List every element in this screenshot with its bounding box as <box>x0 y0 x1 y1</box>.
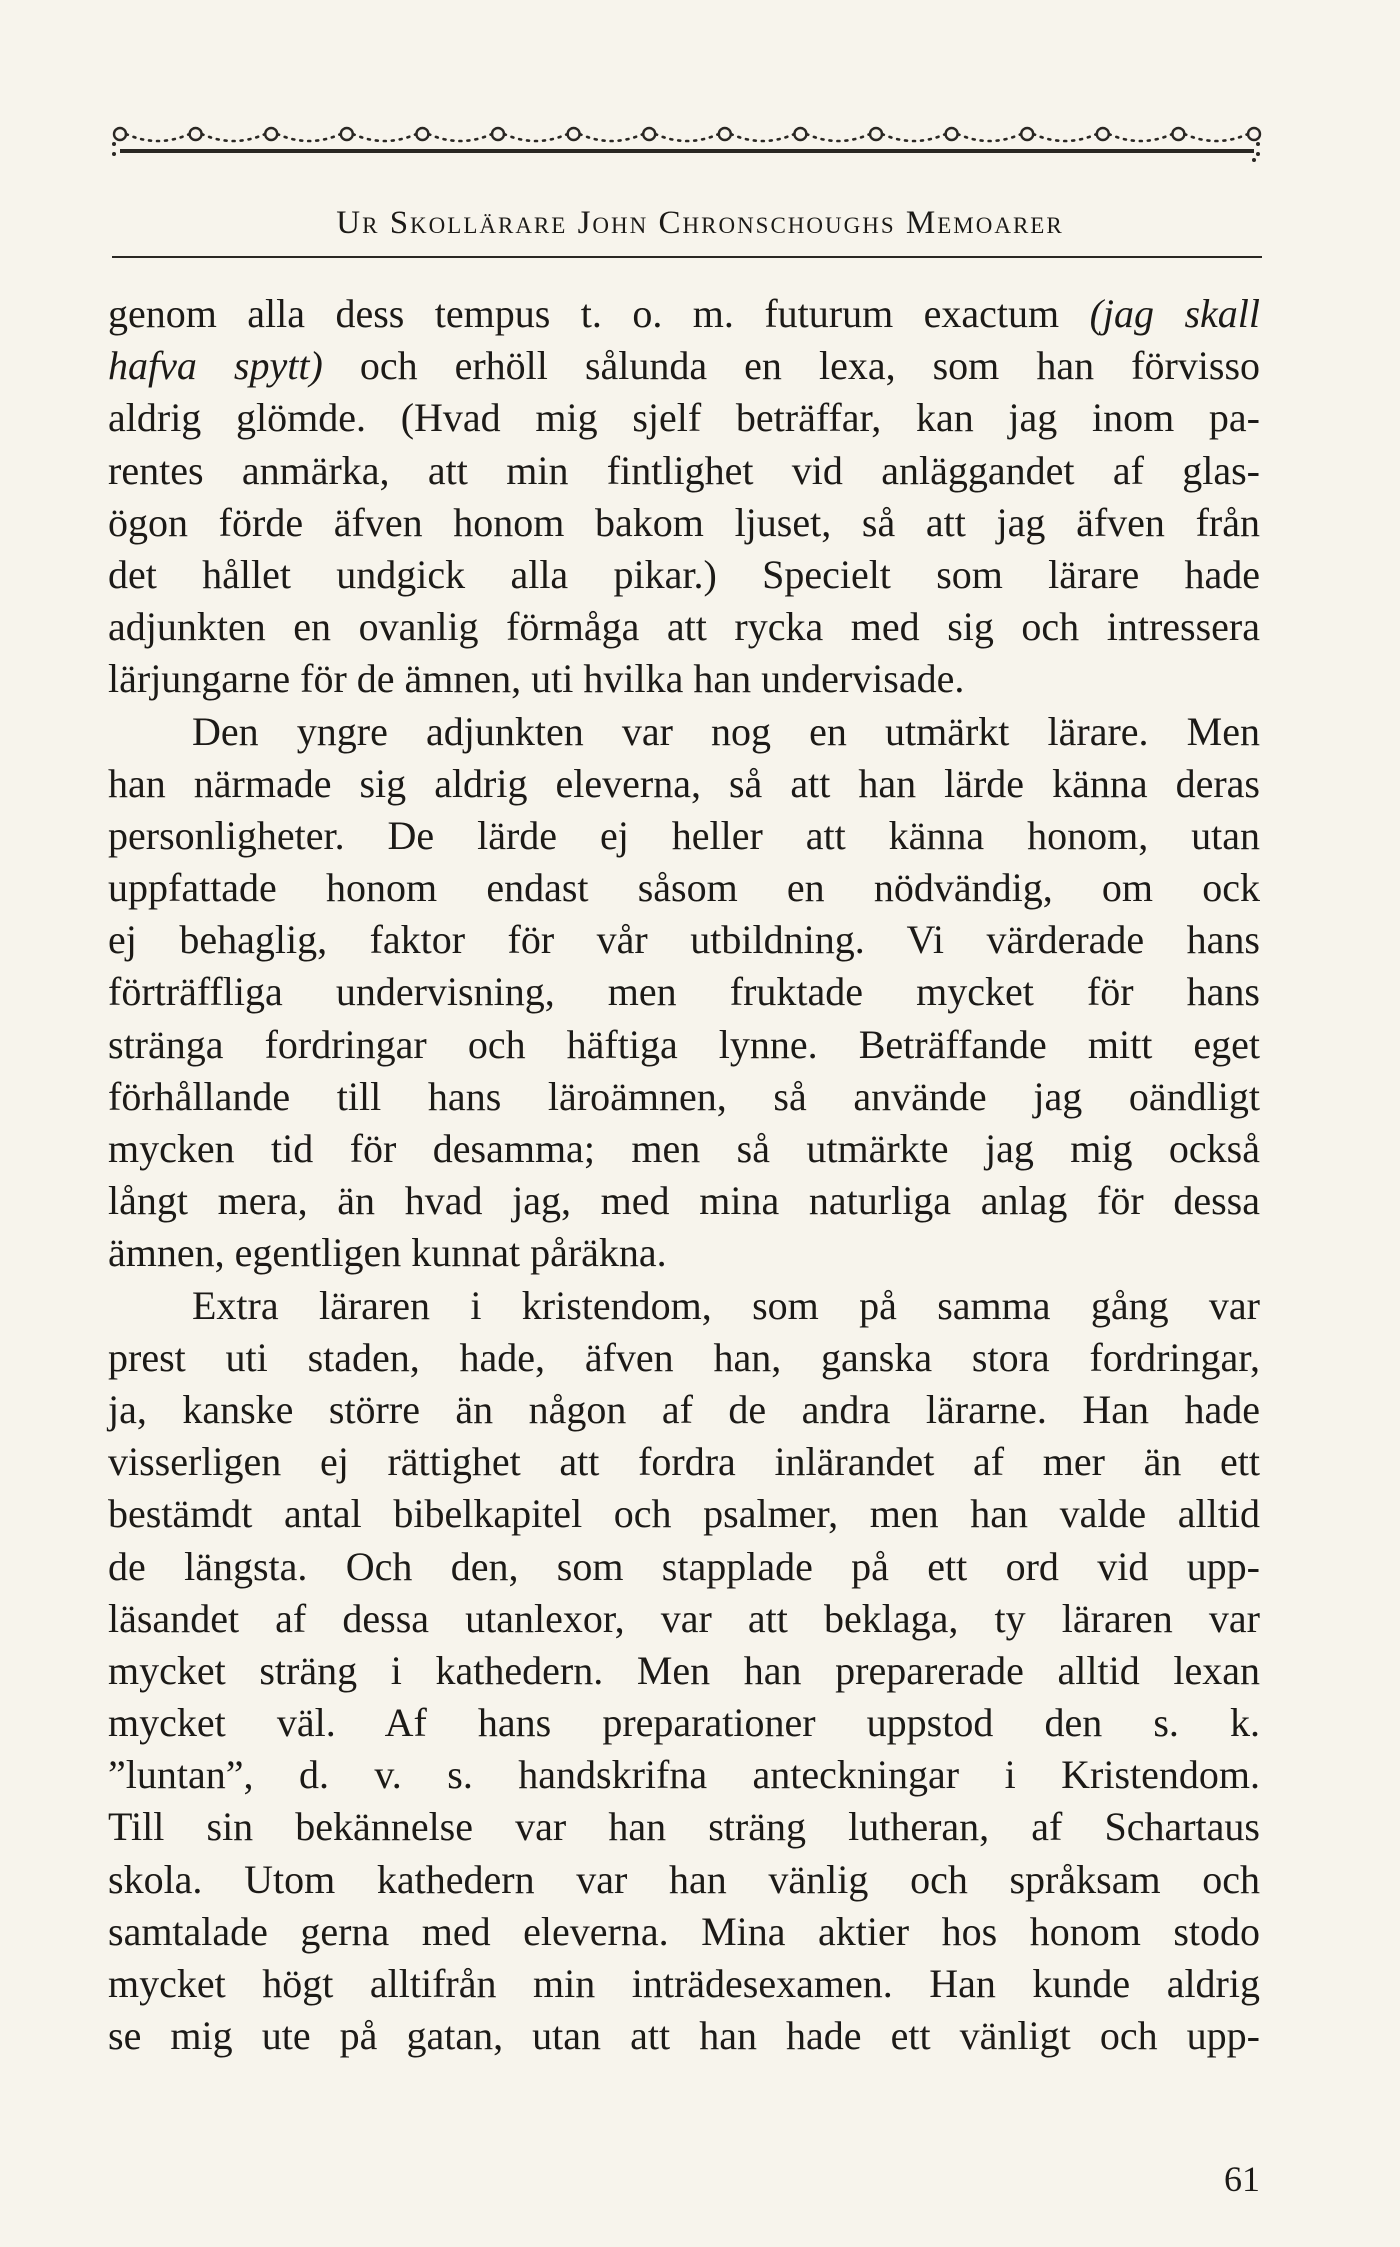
ornament-dot <box>1256 152 1260 156</box>
text-run: genom alla dess tempus t. o. m. futurum exactum <box>108 291 1090 336</box>
text-line <box>108 1019 1260 1071</box>
ornament-dot <box>1252 158 1256 162</box>
text-run: prest uti staden, hade, äfven han, ganska stora fordringar, <box>108 1334 1260 1380</box>
text-line <box>108 445 1260 497</box>
text-line <box>108 1906 1260 1958</box>
text-line <box>108 966 1260 1018</box>
ornament-ring <box>1248 128 1260 140</box>
ornament-dotted-link <box>504 134 568 141</box>
text-line <box>108 1749 1260 1801</box>
text-line <box>108 653 1260 705</box>
text-run: förträffliga undervisning, men fruktade mycket för hans <box>108 969 1260 1015</box>
ornament-dotted-link <box>655 134 719 141</box>
text-run: rentes anmärka, att min fintlighet vid anläggandet af glas- <box>108 447 1260 493</box>
text-run: se mig ute på gatan, utan att han hade ett vänligt och upp- <box>108 2013 1260 2059</box>
text-line <box>108 2010 1260 2062</box>
text-run: Extra läraren i kristendom, som på samma gång var <box>192 1282 1260 1328</box>
ornament-ring <box>492 128 504 140</box>
ornament-ring <box>643 128 655 140</box>
text-run: långt mera, än hvad jag, med mina naturliga anlag för dessa <box>108 1178 1260 1224</box>
ornament-rule <box>120 149 1254 153</box>
text-line <box>108 1488 1260 1540</box>
text-line <box>108 810 1260 862</box>
ornament-dotted-link <box>1184 134 1248 141</box>
text-run: uppfattade honom endast såsom en nödvändig, om ock <box>108 865 1260 911</box>
text-line <box>108 1801 1260 1853</box>
page-number: 61 <box>1224 2159 1260 2199</box>
text-run: personligheter. De lärde ej heller att känna honom, utan <box>108 812 1260 858</box>
ornament-dotted-link <box>1109 134 1173 141</box>
text-line <box>108 1697 1260 1749</box>
ornament-dot <box>1256 142 1260 146</box>
ornament-ring <box>341 128 353 140</box>
text-line <box>108 914 1260 966</box>
text-line <box>108 1645 1260 1697</box>
body-text <box>108 288 1260 2062</box>
ornament-dotted-link <box>428 134 492 141</box>
text-run: Till sin bekännelse var han sträng lutheran, af Schartaus <box>108 1804 1260 1850</box>
ornament-dotted-link <box>958 134 1022 141</box>
decorative-border-ornament <box>112 122 1262 166</box>
text-run: samtalade gerna med eleverna. Mina aktier hos honom stodo <box>108 1908 1260 1954</box>
text-line <box>108 1958 1260 2010</box>
ornament-ring <box>719 128 731 140</box>
ornament-dotted-link <box>202 134 266 141</box>
text-line <box>108 1071 1260 1123</box>
ornament-ring <box>114 128 126 140</box>
text-run: han närmade sig aldrig eleverna, så att han lärde känna deras <box>108 760 1260 806</box>
text-run: ej behaglig, faktor för vår utbildning. Vi värderade hans <box>108 917 1260 963</box>
text-line <box>108 1227 1260 1279</box>
ornament-ring <box>1021 128 1033 140</box>
text-run: de längsta. Och den, som stapplade på ett ord vid upp- <box>108 1543 1260 1589</box>
text-line <box>108 601 1260 653</box>
italic-text: (jag skall <box>1089 291 1260 336</box>
text-run: aldrig glömde. (Hvad mig sjelf beträffar, kan jag inom pa- <box>108 395 1260 441</box>
text-run: ja, kanske större än någon af de andra lärarne. Han hade <box>108 1386 1260 1432</box>
text-run: Den yngre adjunkten var nog en utmärkt lärare. Men <box>192 708 1260 754</box>
ornament-ring <box>416 128 428 140</box>
ornament-ring <box>568 128 580 140</box>
ornament-ring <box>265 128 277 140</box>
text-line <box>108 340 1260 392</box>
italic-text: hafva spytt) <box>108 343 323 389</box>
text-line <box>108 549 1260 601</box>
text-line <box>108 706 1260 758</box>
ornament-dotted-link <box>277 134 341 141</box>
text-line <box>108 1123 1260 1175</box>
text-run: läsandet af dessa utanlexor, var att beklaga, ty läraren var <box>108 1595 1260 1641</box>
text-run: och erhöll sålunda en lexa, som han förvisso <box>322 343 1261 389</box>
ornament-dotted-link <box>580 134 644 141</box>
text-run: adjunkten en ovanlig förmåga att rycka med sig och intressera <box>108 604 1260 650</box>
text-line <box>108 1175 1260 1227</box>
text-line <box>108 392 1260 444</box>
text-line <box>108 1280 1260 1332</box>
ornament-dotted-link <box>126 134 190 141</box>
text-line <box>108 288 1260 340</box>
text-line <box>108 1854 1260 1906</box>
ornament-dotted-link <box>353 134 417 141</box>
text-run: mycket väl. Af hans preparationer uppstod den s. k. <box>108 1700 1260 1746</box>
header-rule <box>112 256 1262 258</box>
text-run: mycken tid för desamma; men så utmärkte jag mig också <box>108 1126 1260 1171</box>
text-run: mycket högt alltifrån min inträdesexamen. Han kunde aldrig <box>108 1961 1260 2006</box>
text-line <box>108 1332 1260 1384</box>
text-run: det hållet undgick alla pikar.) Specielt som lärare hade <box>108 551 1260 597</box>
text-run: förhållande till hans läroämnen, så använde jag oändligt <box>108 1073 1260 1119</box>
ornament-ring <box>794 128 806 140</box>
text-line <box>108 1384 1260 1436</box>
text-run: visserligen ej rättighet att fordra inlärandet af mer än ett <box>108 1439 1260 1485</box>
ornament-ring <box>1172 128 1184 140</box>
text-run: ögon förde äfven honom bakom ljuset, så att jag äfven från <box>108 499 1260 545</box>
text-line <box>108 862 1260 914</box>
running-head: Ur Skollärare John Chronschoughs Memoarer <box>336 205 1064 241</box>
ornament-dot <box>112 152 116 156</box>
text-run: skola. Utom kathedern var han vänlig och språksam och <box>108 1856 1260 1902</box>
text-run: stränga fordringar och häftiga lynne. Beträffande mitt eget <box>108 1021 1260 1067</box>
ornament-dot <box>112 142 116 146</box>
ornament-dotted-link <box>1033 134 1097 141</box>
text-line <box>108 758 1260 810</box>
text-run: mycket sträng i kathedern. Men han preparerade alltid lexan <box>108 1647 1260 1693</box>
text-run: ”luntan”, d. v. s. handskrifna anteckningar i Kristendom. <box>108 1752 1260 1798</box>
text-run: ämnen, egentligen kunnat påräkna. <box>108 1230 667 1276</box>
text-line <box>108 1593 1260 1645</box>
text-line <box>108 1436 1260 1488</box>
text-run: lärjungarne för de ämnen, uti hvilka han undervisade. <box>108 656 965 702</box>
ornament-ring <box>190 128 202 140</box>
ornament-ring <box>1097 128 1109 140</box>
ornament-ring <box>946 128 958 140</box>
ornament-dotted-link <box>731 134 795 141</box>
ornament-dotted-link <box>806 134 870 141</box>
ornament-ring <box>870 128 882 140</box>
text-line <box>108 1541 1260 1593</box>
text-run: bestämdt antal bibelkapitel och psalmer, men han valde alltid <box>108 1491 1260 1537</box>
text-line <box>108 497 1260 549</box>
ornament-dotted-link <box>882 134 946 141</box>
